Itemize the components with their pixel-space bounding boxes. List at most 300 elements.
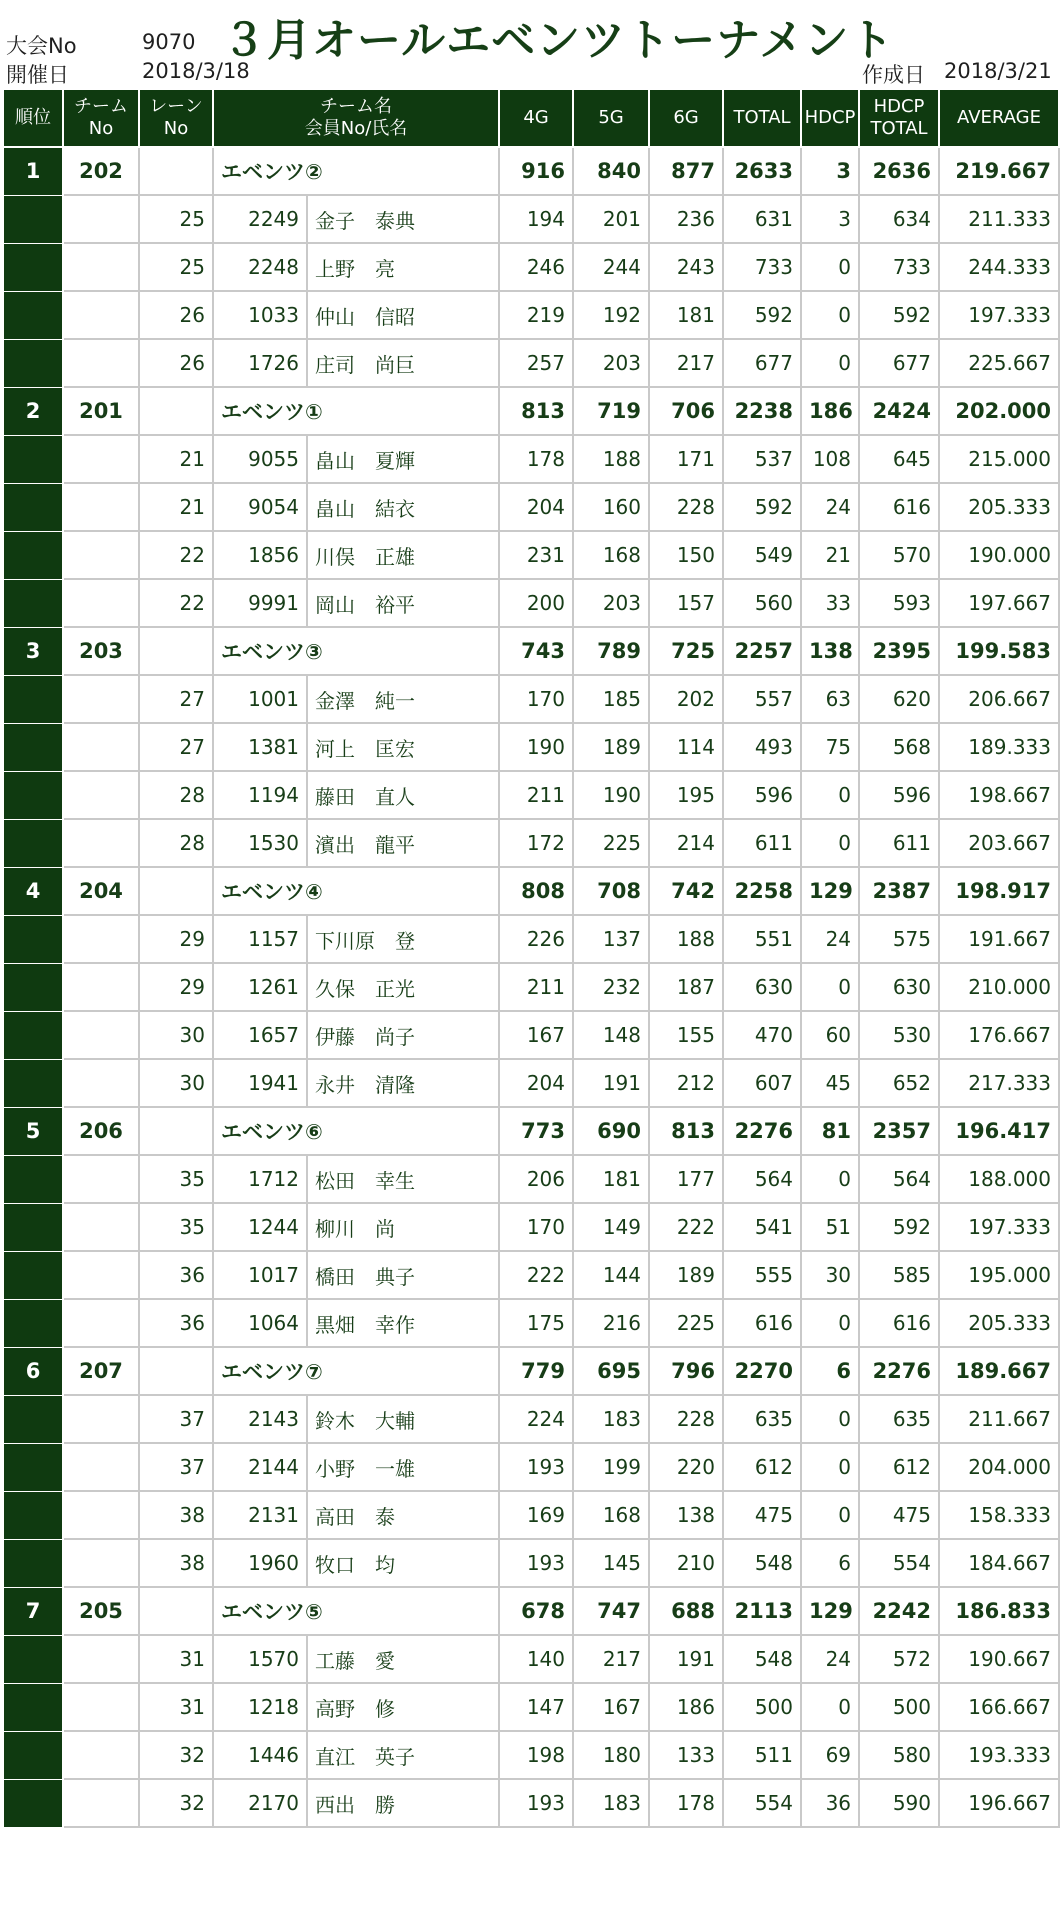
team-hdcp-cell: 138 (801, 627, 859, 675)
member-no-cell: 1446 (213, 1731, 307, 1779)
member-total-cell: 611 (723, 819, 801, 867)
member-total-cell: 554 (723, 1779, 801, 1827)
member-total-cell: 596 (723, 771, 801, 819)
team-g5-cell: 840 (573, 147, 649, 195)
member-name-cell: 仲山 信昭 (307, 291, 499, 339)
rank-cell: 4 (3, 867, 63, 915)
team-hdcp-total-cell: 2276 (859, 1347, 939, 1395)
team-no-cell-empty (63, 1395, 139, 1443)
member-g4-cell: 193 (499, 1779, 573, 1827)
rank-cell-empty (3, 579, 63, 627)
team-no-cell: 203 (63, 627, 139, 675)
member-no-cell: 1657 (213, 1011, 307, 1059)
member-name-cell: 牧口 均 (307, 1539, 499, 1587)
member-g5-cell: 216 (573, 1299, 649, 1347)
member-hdcp-total-cell: 530 (859, 1011, 939, 1059)
lane-cell: 36 (139, 1299, 213, 1347)
team-g6-cell: 796 (649, 1347, 723, 1395)
member-average-cell: 195.000 (939, 1251, 1059, 1299)
member-average-cell: 203.667 (939, 819, 1059, 867)
team-g4-cell: 678 (499, 1587, 573, 1635)
member-hdcp-cell: 0 (801, 963, 859, 1011)
member-g4-cell: 211 (499, 771, 573, 819)
lane-cell: 22 (139, 531, 213, 579)
member-average-cell: 211.667 (939, 1395, 1059, 1443)
member-hdcp-cell: 45 (801, 1059, 859, 1107)
page-title: ３月オールエベンツトーナメント (222, 15, 895, 66)
member-total-cell: 612 (723, 1443, 801, 1491)
member-hdcp-cell: 60 (801, 1011, 859, 1059)
team-row (3, 627, 1059, 675)
team-no-cell-empty (63, 1539, 139, 1587)
team-g5-cell: 747 (573, 1587, 649, 1635)
member-g6-cell: 222 (649, 1203, 723, 1251)
member-total-cell: 511 (723, 1731, 801, 1779)
member-g6-cell: 155 (649, 1011, 723, 1059)
team-average-cell: 202.000 (939, 387, 1059, 435)
team-no-cell-empty (63, 1155, 139, 1203)
team-no-cell-empty (63, 1683, 139, 1731)
member-g6-cell: 195 (649, 771, 723, 819)
member-hdcp-cell: 0 (801, 1683, 859, 1731)
member-no-cell: 1941 (213, 1059, 307, 1107)
team-row (3, 1107, 1059, 1155)
member-name-cell: 畠山 夏輝 (307, 435, 499, 483)
member-g6-cell: 181 (649, 291, 723, 339)
member-hdcp-total-cell: 630 (859, 963, 939, 1011)
member-hdcp-total-cell: 611 (859, 819, 939, 867)
team-g6-cell: 688 (649, 1587, 723, 1635)
rank-cell-empty (3, 915, 63, 963)
member-no-cell: 1381 (213, 723, 307, 771)
member-name-cell: 畠山 結衣 (307, 483, 499, 531)
member-hdcp-cell: 0 (801, 1299, 859, 1347)
team-g5-cell: 695 (573, 1347, 649, 1395)
member-hdcp-total-cell: 585 (859, 1251, 939, 1299)
member-row (3, 1731, 1059, 1779)
lane-cell: 22 (139, 579, 213, 627)
member-no-cell: 2249 (213, 195, 307, 243)
member-no-cell: 9991 (213, 579, 307, 627)
team-hdcp-cell: 186 (801, 387, 859, 435)
rank-cell-empty (3, 1203, 63, 1251)
lane-cell: 25 (139, 243, 213, 291)
member-no-cell: 9055 (213, 435, 307, 483)
member-g6-cell: 191 (649, 1635, 723, 1683)
member-hdcp-total-cell: 572 (859, 1635, 939, 1683)
lane-cell-empty (139, 1107, 213, 1155)
team-g4-cell: 779 (499, 1347, 573, 1395)
member-row (3, 1203, 1059, 1251)
member-g6-cell: 138 (649, 1491, 723, 1539)
member-no-cell: 1194 (213, 771, 307, 819)
rank-cell-empty (3, 1443, 63, 1491)
col-average: AVERAGE (939, 89, 1059, 147)
member-g5-cell: 180 (573, 1731, 649, 1779)
team-no-cell-empty (63, 1443, 139, 1491)
member-row (3, 531, 1059, 579)
member-g6-cell: 177 (649, 1155, 723, 1203)
member-g5-cell: 189 (573, 723, 649, 771)
member-g6-cell: 189 (649, 1251, 723, 1299)
lane-cell: 37 (139, 1443, 213, 1491)
member-hdcp-total-cell: 580 (859, 1731, 939, 1779)
col-hdcp-total: HDCP TOTAL (859, 89, 939, 147)
member-no-cell: 1960 (213, 1539, 307, 1587)
team-row (3, 1347, 1059, 1395)
team-name-cell: エベンツ③ (213, 627, 499, 675)
lane-cell-empty (139, 387, 213, 435)
member-total-cell: 493 (723, 723, 801, 771)
member-name-cell: 久保 正光 (307, 963, 499, 1011)
team-no-cell-empty (63, 963, 139, 1011)
lane-cell: 38 (139, 1539, 213, 1587)
member-g4-cell: 211 (499, 963, 573, 1011)
lane-cell: 29 (139, 915, 213, 963)
member-g6-cell: 114 (649, 723, 723, 771)
member-total-cell: 548 (723, 1635, 801, 1683)
team-no-cell: 204 (63, 867, 139, 915)
rank-cell-empty (3, 531, 63, 579)
team-no-cell-empty (63, 1635, 139, 1683)
member-g5-cell: 203 (573, 339, 649, 387)
team-total-cell: 2238 (723, 387, 801, 435)
team-no-cell-empty (63, 483, 139, 531)
member-name-cell: 鈴木 大輔 (307, 1395, 499, 1443)
member-g6-cell: 228 (649, 483, 723, 531)
col-team-no: チーム No (63, 89, 139, 147)
member-g6-cell: 186 (649, 1683, 723, 1731)
member-total-cell: 551 (723, 915, 801, 963)
member-g4-cell: 200 (499, 579, 573, 627)
member-average-cell: 166.667 (939, 1683, 1059, 1731)
team-no-cell-empty (63, 1731, 139, 1779)
team-hdcp-total-cell: 2424 (859, 387, 939, 435)
member-name-cell: 下川原 登 (307, 915, 499, 963)
member-name-cell: 高野 修 (307, 1683, 499, 1731)
member-g6-cell: 202 (649, 675, 723, 723)
member-hdcp-cell: 0 (801, 1395, 859, 1443)
lane-cell-empty (139, 1587, 213, 1635)
member-hdcp-cell: 108 (801, 435, 859, 483)
member-g5-cell: 183 (573, 1395, 649, 1443)
member-hdcp-total-cell: 570 (859, 531, 939, 579)
member-row (3, 1539, 1059, 1587)
team-no-cell-empty (63, 531, 139, 579)
member-g6-cell: 171 (649, 435, 723, 483)
member-g6-cell: 212 (649, 1059, 723, 1107)
member-no-cell: 1017 (213, 1251, 307, 1299)
team-no-cell-empty (63, 1011, 139, 1059)
event-date: 2018/3/18 (142, 59, 250, 83)
rank-cell-empty (3, 483, 63, 531)
member-row (3, 723, 1059, 771)
member-no-cell: 1530 (213, 819, 307, 867)
member-g5-cell: 168 (573, 1491, 649, 1539)
team-g5-cell: 719 (573, 387, 649, 435)
member-average-cell: 190.000 (939, 531, 1059, 579)
member-row (3, 1779, 1059, 1827)
member-row (3, 1155, 1059, 1203)
member-no-cell: 2248 (213, 243, 307, 291)
member-hdcp-total-cell: 620 (859, 675, 939, 723)
team-no-cell-empty (63, 291, 139, 339)
rank-cell-empty (3, 675, 63, 723)
member-g5-cell: 232 (573, 963, 649, 1011)
lane-cell: 28 (139, 771, 213, 819)
member-g4-cell: 219 (499, 291, 573, 339)
member-name-cell: 直江 英子 (307, 1731, 499, 1779)
member-row (3, 291, 1059, 339)
team-average-cell: 186.833 (939, 1587, 1059, 1635)
member-g5-cell: 244 (573, 243, 649, 291)
lane-cell: 26 (139, 339, 213, 387)
member-row (3, 771, 1059, 819)
team-no-cell-empty (63, 1203, 139, 1251)
team-name-cell: エベンツ⑦ (213, 1347, 499, 1395)
rank-cell-empty (3, 1539, 63, 1587)
rank-cell: 5 (3, 1107, 63, 1155)
member-hdcp-total-cell: 635 (859, 1395, 939, 1443)
member-name-cell: 伊藤 尚子 (307, 1011, 499, 1059)
member-g5-cell: 225 (573, 819, 649, 867)
member-g5-cell: 201 (573, 195, 649, 243)
member-total-cell: 470 (723, 1011, 801, 1059)
member-hdcp-cell: 21 (801, 531, 859, 579)
member-row (3, 483, 1059, 531)
member-g4-cell: 172 (499, 819, 573, 867)
member-average-cell: 158.333 (939, 1491, 1059, 1539)
member-total-cell: 548 (723, 1539, 801, 1587)
lane-cell: 35 (139, 1155, 213, 1203)
lane-cell: 27 (139, 675, 213, 723)
lane-cell: 38 (139, 1491, 213, 1539)
member-hdcp-cell: 24 (801, 915, 859, 963)
member-g4-cell: 170 (499, 1203, 573, 1251)
created-date: 2018/3/21 (944, 59, 1052, 83)
lane-cell-empty (139, 867, 213, 915)
member-total-cell: 607 (723, 1059, 801, 1107)
team-hdcp-cell: 6 (801, 1347, 859, 1395)
team-total-cell: 2257 (723, 627, 801, 675)
rank-cell-empty (3, 1251, 63, 1299)
member-total-cell: 564 (723, 1155, 801, 1203)
member-total-cell: 631 (723, 195, 801, 243)
rank-cell: 7 (3, 1587, 63, 1635)
team-no-cell-empty (63, 723, 139, 771)
rank-cell-empty (3, 243, 63, 291)
member-g5-cell: 192 (573, 291, 649, 339)
member-no-cell: 2144 (213, 1443, 307, 1491)
rank-cell-empty (3, 291, 63, 339)
team-hdcp-cell: 129 (801, 867, 859, 915)
member-hdcp-total-cell: 575 (859, 915, 939, 963)
member-no-cell: 1726 (213, 339, 307, 387)
member-average-cell: 198.667 (939, 771, 1059, 819)
col-lane-no: レーン No (139, 89, 213, 147)
team-g4-cell: 808 (499, 867, 573, 915)
member-hdcp-total-cell: 475 (859, 1491, 939, 1539)
lane-cell: 32 (139, 1731, 213, 1779)
team-name-cell: エベンツ① (213, 387, 499, 435)
member-hdcp-cell: 33 (801, 579, 859, 627)
member-g4-cell: 167 (499, 1011, 573, 1059)
member-total-cell: 592 (723, 291, 801, 339)
member-g5-cell: 149 (573, 1203, 649, 1251)
team-no-cell-empty (63, 771, 139, 819)
member-average-cell: 211.333 (939, 195, 1059, 243)
member-g4-cell: 224 (499, 1395, 573, 1443)
member-row (3, 1635, 1059, 1683)
member-total-cell: 560 (723, 579, 801, 627)
member-name-cell: 橋田 典子 (307, 1251, 499, 1299)
team-no-cell: 207 (63, 1347, 139, 1395)
member-total-cell: 555 (723, 1251, 801, 1299)
member-hdcp-total-cell: 645 (859, 435, 939, 483)
member-hdcp-total-cell: 616 (859, 483, 939, 531)
team-no-cell-empty (63, 1491, 139, 1539)
team-name-cell: エベンツ④ (213, 867, 499, 915)
member-average-cell: 205.333 (939, 483, 1059, 531)
team-hdcp-total-cell: 2395 (859, 627, 939, 675)
team-g6-cell: 742 (649, 867, 723, 915)
team-average-cell: 196.417 (939, 1107, 1059, 1155)
rank-cell-empty (3, 1683, 63, 1731)
member-no-cell: 1157 (213, 915, 307, 963)
team-no-cell-empty (63, 435, 139, 483)
member-name-cell: 金子 泰典 (307, 195, 499, 243)
team-name-cell: エベンツ⑤ (213, 1587, 499, 1635)
member-hdcp-cell: 0 (801, 243, 859, 291)
team-no-cell-empty (63, 195, 139, 243)
member-g5-cell: 145 (573, 1539, 649, 1587)
member-g6-cell: 214 (649, 819, 723, 867)
team-total-cell: 2270 (723, 1347, 801, 1395)
member-g6-cell: 157 (649, 579, 723, 627)
member-no-cell: 1064 (213, 1299, 307, 1347)
member-name-cell: 藤田 直人 (307, 771, 499, 819)
member-hdcp-total-cell: 564 (859, 1155, 939, 1203)
lane-cell: 30 (139, 1059, 213, 1107)
member-g6-cell: 150 (649, 531, 723, 579)
team-g5-cell: 690 (573, 1107, 649, 1155)
member-name-cell: 高田 泰 (307, 1491, 499, 1539)
member-average-cell: 206.667 (939, 675, 1059, 723)
member-hdcp-cell: 0 (801, 771, 859, 819)
team-hdcp-cell: 81 (801, 1107, 859, 1155)
member-total-cell: 733 (723, 243, 801, 291)
team-no-cell-empty (63, 1059, 139, 1107)
member-hdcp-cell: 69 (801, 1731, 859, 1779)
member-row (3, 1395, 1059, 1443)
rank-cell-empty (3, 339, 63, 387)
member-g6-cell: 210 (649, 1539, 723, 1587)
member-name-cell: 岡山 裕平 (307, 579, 499, 627)
team-no-cell: 206 (63, 1107, 139, 1155)
member-g5-cell: 183 (573, 1779, 649, 1827)
member-name-cell: 川俣 正雄 (307, 531, 499, 579)
lane-cell: 27 (139, 723, 213, 771)
lane-cell: 21 (139, 483, 213, 531)
team-row (3, 147, 1059, 195)
member-name-cell: 柳川 尚 (307, 1203, 499, 1251)
member-hdcp-cell: 0 (801, 291, 859, 339)
member-average-cell: 210.000 (939, 963, 1059, 1011)
member-name-cell: 工藤 愛 (307, 1635, 499, 1683)
member-average-cell: 225.667 (939, 339, 1059, 387)
lane-cell: 30 (139, 1011, 213, 1059)
member-total-cell: 635 (723, 1395, 801, 1443)
member-average-cell: 197.333 (939, 291, 1059, 339)
team-g4-cell: 916 (499, 147, 573, 195)
member-no-cell: 1001 (213, 675, 307, 723)
team-hdcp-total-cell: 2242 (859, 1587, 939, 1635)
member-average-cell: 205.333 (939, 1299, 1059, 1347)
team-g4-cell: 743 (499, 627, 573, 675)
team-g5-cell: 789 (573, 627, 649, 675)
lane-cell: 36 (139, 1251, 213, 1299)
member-name-cell: 金澤 純一 (307, 675, 499, 723)
team-average-cell: 198.917 (939, 867, 1059, 915)
member-row (3, 1491, 1059, 1539)
member-hdcp-total-cell: 590 (859, 1779, 939, 1827)
member-hdcp-total-cell: 568 (859, 723, 939, 771)
member-average-cell: 190.667 (939, 1635, 1059, 1683)
member-g4-cell: 246 (499, 243, 573, 291)
member-average-cell: 184.667 (939, 1539, 1059, 1587)
team-g4-cell: 773 (499, 1107, 573, 1155)
rank-cell-empty (3, 723, 63, 771)
member-hdcp-cell: 63 (801, 675, 859, 723)
team-row (3, 387, 1059, 435)
member-g5-cell: 137 (573, 915, 649, 963)
team-g5-cell: 708 (573, 867, 649, 915)
team-no-cell: 201 (63, 387, 139, 435)
member-average-cell: 197.667 (939, 579, 1059, 627)
member-name-cell: 松田 幸生 (307, 1155, 499, 1203)
member-row (3, 1443, 1059, 1491)
rank-cell-empty (3, 435, 63, 483)
col-rank: 順位 (3, 89, 63, 147)
table-header-row (3, 89, 1059, 147)
member-average-cell: 189.333 (939, 723, 1059, 771)
member-g5-cell: 148 (573, 1011, 649, 1059)
member-average-cell: 244.333 (939, 243, 1059, 291)
rank-cell-empty (3, 1779, 63, 1827)
member-hdcp-cell: 0 (801, 1155, 859, 1203)
member-g5-cell: 217 (573, 1635, 649, 1683)
member-hdcp-total-cell: 592 (859, 291, 939, 339)
lane-cell: 32 (139, 1779, 213, 1827)
team-no-cell-empty (63, 1251, 139, 1299)
member-hdcp-cell: 24 (801, 483, 859, 531)
member-row (3, 195, 1059, 243)
team-hdcp-total-cell: 2357 (859, 1107, 939, 1155)
member-total-cell: 549 (723, 531, 801, 579)
member-hdcp-total-cell: 634 (859, 195, 939, 243)
member-no-cell: 1261 (213, 963, 307, 1011)
member-g4-cell: 140 (499, 1635, 573, 1683)
member-no-cell: 2170 (213, 1779, 307, 1827)
member-average-cell: 176.667 (939, 1011, 1059, 1059)
member-hdcp-total-cell: 592 (859, 1203, 939, 1251)
member-g4-cell: 204 (499, 1059, 573, 1107)
member-hdcp-cell: 3 (801, 195, 859, 243)
team-no-cell-empty (63, 579, 139, 627)
member-row (3, 675, 1059, 723)
member-average-cell: 215.000 (939, 435, 1059, 483)
member-name-cell: 西出 勝 (307, 1779, 499, 1827)
